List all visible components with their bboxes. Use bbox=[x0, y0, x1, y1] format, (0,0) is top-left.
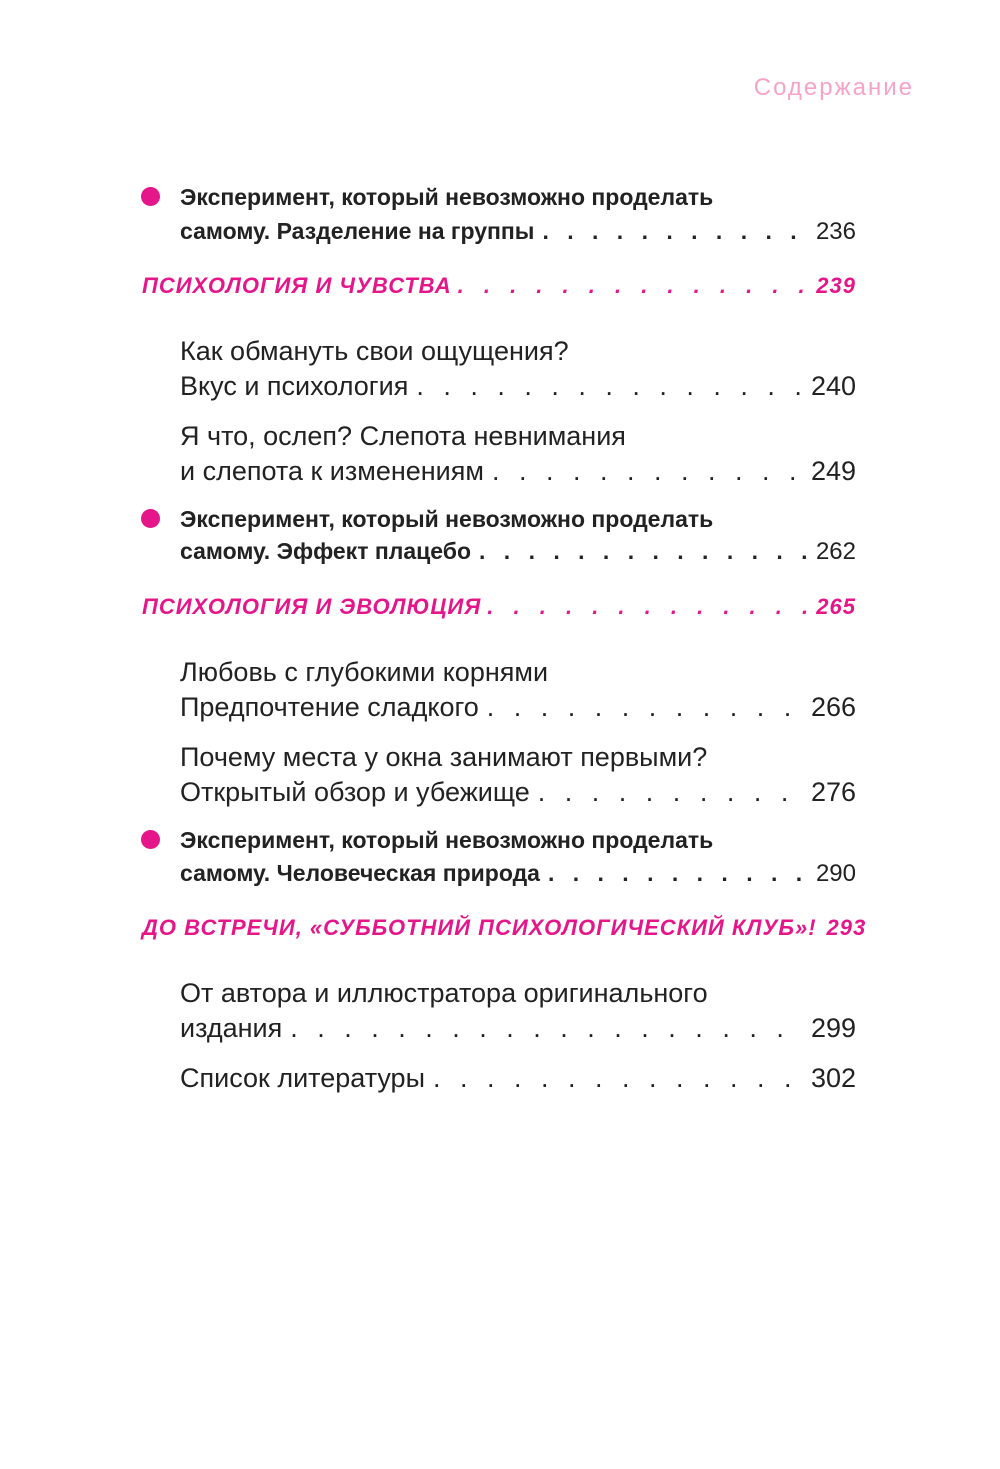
toc-entry-title: самому. Разделение на группы bbox=[180, 218, 535, 244]
toc-entry-title-line2 bbox=[180, 214, 856, 249]
toc-entry-title: и слепота к изменениям bbox=[180, 456, 484, 486]
toc-entry-title-line1: Как обмануть свои ощущения? bbox=[180, 336, 569, 366]
section-heading bbox=[142, 269, 856, 303]
bullet-icon bbox=[141, 509, 160, 528]
leader-dots bbox=[542, 214, 806, 248]
page-number: 265 bbox=[816, 594, 856, 619]
page-number: 239 bbox=[816, 273, 856, 298]
toc-entry-title-line1: Любовь с глубокими корнями bbox=[180, 657, 549, 687]
page-number: 262 bbox=[815, 538, 856, 565]
page-number: 249 bbox=[810, 456, 856, 486]
leader-dots bbox=[433, 1061, 801, 1095]
toc-entry-title-line2 bbox=[180, 690, 856, 724]
toc-entry-title: Открытый обзор и убежище bbox=[180, 777, 530, 807]
page-number: 290 bbox=[815, 860, 856, 887]
leader-dots bbox=[492, 454, 801, 488]
leader-dots bbox=[487, 590, 812, 624]
bullet-icon bbox=[141, 187, 160, 206]
leader-dots bbox=[538, 775, 801, 809]
toc-entry-title-line2 bbox=[180, 454, 856, 488]
leader-dots bbox=[290, 1011, 801, 1045]
section-heading bbox=[142, 911, 867, 945]
section-title: ПСИХОЛОГИЯ И ЭВОЛЮЦИЯ bbox=[142, 594, 482, 619]
toc-entry-title: самому. Человеческая природа bbox=[180, 860, 540, 886]
page-number: 240 bbox=[810, 371, 856, 401]
page-number: 302 bbox=[810, 1063, 856, 1093]
toc-entry-title-line2 bbox=[180, 775, 856, 809]
toc-entry-title: издания bbox=[180, 1013, 283, 1043]
leader-dots bbox=[458, 269, 813, 303]
page-number: 299 bbox=[810, 1013, 856, 1043]
toc-entry-title-line2 bbox=[180, 856, 856, 891]
leader-dots bbox=[487, 690, 801, 724]
toc-entry-title-line1: От автора и иллюстратора оригинального bbox=[180, 978, 708, 1008]
page-number: 293 bbox=[826, 915, 867, 940]
toc-entry-title-line2 bbox=[180, 1011, 856, 1045]
toc-entry-title-line1 bbox=[180, 1061, 856, 1095]
page-number: 236 bbox=[815, 218, 856, 245]
leader-dots bbox=[548, 856, 806, 890]
section-title: ПСИХОЛОГИЯ И ЧУВСТВА bbox=[142, 273, 452, 298]
toc-entry-title: Вкус и психология bbox=[180, 371, 409, 401]
toc-entry-title-line1: Эксперимент, который невозможно проделать bbox=[180, 506, 714, 532]
toc-entry-title: Список литературы bbox=[180, 1063, 425, 1093]
toc-entry-title-line1: Я что, ослеп? Слепота невнимания bbox=[180, 421, 626, 451]
toc-entry-title-line1: Эксперимент, который невозможно проделать bbox=[180, 184, 714, 210]
toc-entry-title: Предпочтение сладкого bbox=[180, 692, 479, 722]
toc-entry-title-line1: Почему места у окна занимают первыми? bbox=[180, 742, 708, 772]
leader-dots bbox=[416, 369, 801, 403]
leader-dots bbox=[479, 534, 806, 568]
section-heading bbox=[142, 590, 856, 624]
section-title: ДО ВСТРЕЧИ, «СУББОТНИЙ ПСИХОЛОГИЧЕСКИЙ КЛУБ»! bbox=[142, 915, 817, 940]
toc-entry-title-line2 bbox=[180, 534, 856, 569]
running-head: Содержание bbox=[753, 74, 914, 101]
toc-entry-title-line2 bbox=[180, 369, 856, 403]
page-number: 266 bbox=[810, 692, 856, 722]
page-number: 276 bbox=[810, 777, 856, 807]
toc-entry-title: самому. Эффект плацебо bbox=[180, 538, 472, 564]
bullet-icon bbox=[141, 830, 160, 849]
toc-entry-title-line1: Эксперимент, который невозможно проделать bbox=[180, 827, 714, 853]
